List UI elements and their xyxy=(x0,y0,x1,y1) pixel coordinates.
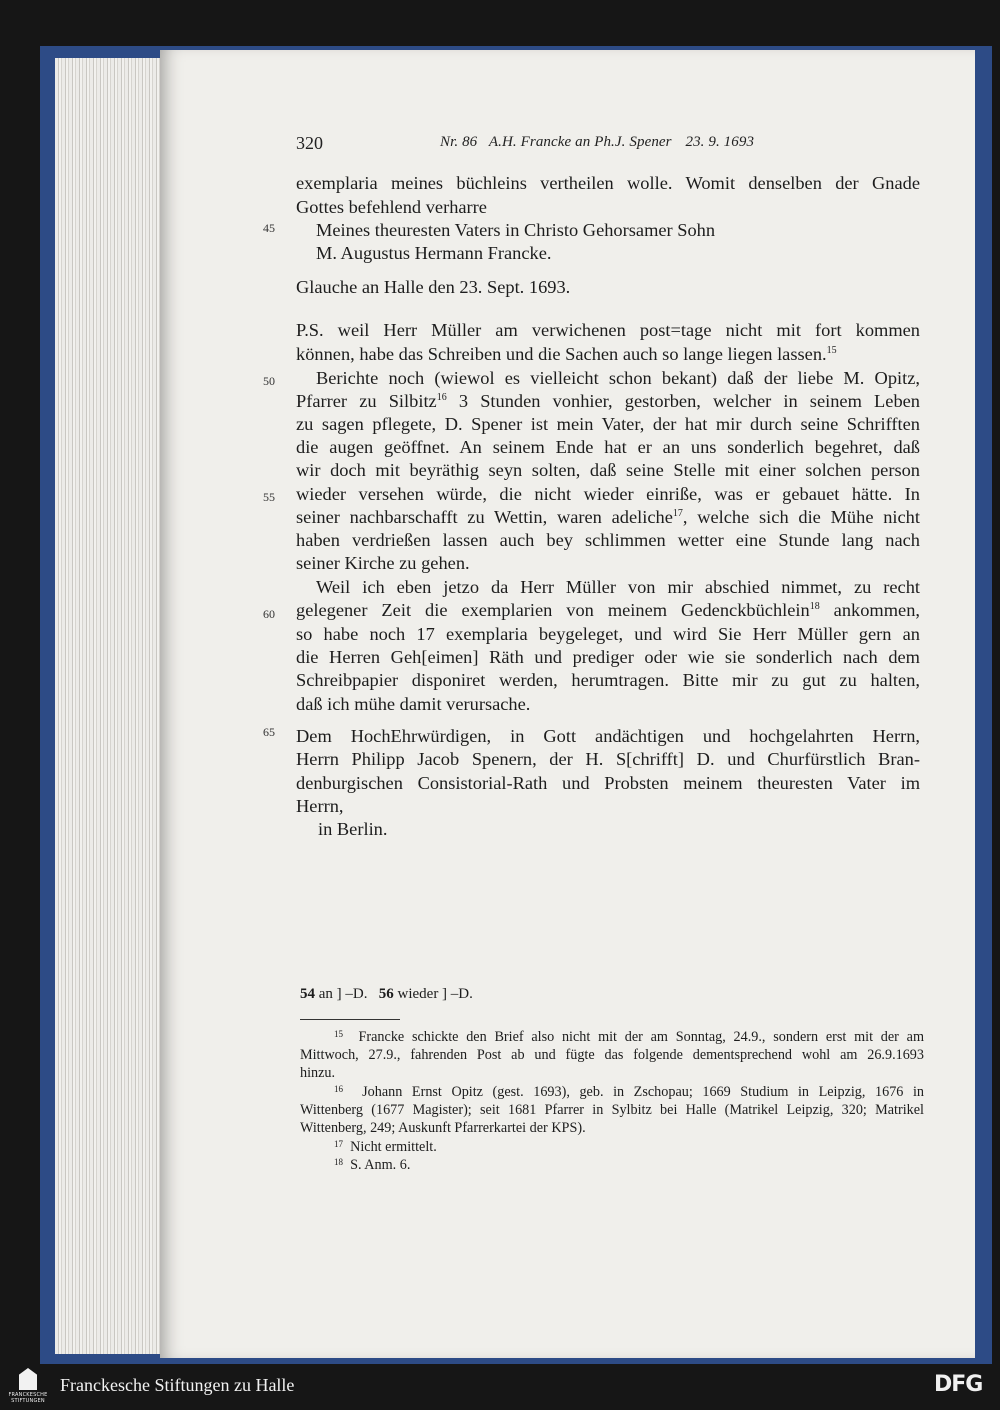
body-line: die augen geöffnet. An seinem Ende hat er an uns sonderlich begehret, daß xyxy=(296,437,920,457)
body-line: Glauche an Halle den 23. Sept. 1693. xyxy=(296,277,571,297)
body-line: P.S. weil Herr Müller am verwichenen post=tage nicht mit fort kommen xyxy=(296,320,920,340)
footnote-ref: 18 xyxy=(809,601,820,612)
building-icon xyxy=(19,1368,37,1390)
body-line: wir doch mit beyräthig seyn solten, daß seine Stelle mit einer solchen person xyxy=(296,460,920,480)
critical-apparatus: 54 an ] –D. 56 wieder ] –D. xyxy=(300,986,473,1002)
body-line: können, habe das Schreiben und die Sachen auch so lange liegen lassen.$^{15}$ xyxy=(296,344,837,364)
footnote-divider xyxy=(300,1019,400,1020)
page-number: 320 xyxy=(296,133,323,153)
letter-date: 23. 9. 1693 xyxy=(685,134,755,150)
body-line: gelegener Zeit die exemplarien von meinem Gedenckbüchlein$^{18}$ ankommen, xyxy=(296,600,920,620)
body-line: Pfarrer zu Silbitz$^{16}$ 3 Stunden vonhier, gestorben, welcher in seinem Leben xyxy=(296,391,920,411)
body-line: seiner Kirche zu gehen. xyxy=(296,553,470,573)
footnote-line: $^{18}$ S. Anm. 6. xyxy=(334,1157,411,1173)
body-line: Schreibpapier disponiret werden, herumtragen. Bitte mir zu gut zu halten, xyxy=(296,670,920,690)
address-line: Herrn Philipp Jacob Spenern, der H. S[chrifft] D. und Churfürstlich Bran- xyxy=(296,749,920,769)
body-line: daß ich mühe damit verursache. xyxy=(296,694,531,714)
body-line: Gottes befehlend verharre xyxy=(296,197,487,217)
viewer-footer xyxy=(0,1364,1000,1410)
body-line: die Herren Geh[eimen] Räth und prediger oder wie sie sonderlich nach dem xyxy=(296,647,920,667)
body-line: Berichte noch (wiewol es vielleicht schon bekant) daß der liebe M. Opitz, xyxy=(316,368,920,388)
footnote-line: Wittenberg (1677 Magister); seit 1681 Pfarrer in Sylbitz bei Halle (Matrikel Leipzig, 320; Matrikel xyxy=(300,1102,924,1118)
line-number: 45 xyxy=(263,221,275,235)
footnote-ref: 16 xyxy=(436,392,447,403)
line-number: 50 xyxy=(263,374,275,388)
footnote-line: Wittenberg, 249; Auskunft Pfarrerkartei der KPS). xyxy=(300,1120,586,1136)
body-line: zu sagen pflegete, D. Spener ist mein Vater, der hat mir durch seine Schrifften xyxy=(296,414,920,434)
line-number: 65 xyxy=(263,725,275,739)
dfg-logo[interactable]: DFG xyxy=(934,1372,983,1397)
line-number: 60 xyxy=(263,607,275,621)
running-header xyxy=(0,133,1000,155)
body-line: haben verdrießen lassen auch bey schlimmen wetter eine Stunde lang nach xyxy=(296,530,920,550)
body-line: M. Augustus Hermann Francke. xyxy=(316,243,552,263)
footnote-ref: 15 xyxy=(826,345,837,356)
footnote-line: $^{17}$ Nicht ermittelt. xyxy=(334,1139,437,1155)
letter-number: Nr. 86 xyxy=(440,134,478,150)
body-line: seiner nachbarschafft zu Wettin, waren adeliche$^{17}$, welche sich die Mühe nicht xyxy=(296,507,920,527)
footnote-line: Mittwoch, 27.9., fahrenden Post ab und fügte das folgende dementsprechend wohl am 26.9.1693 xyxy=(300,1047,924,1063)
address-line: Herrn, xyxy=(296,796,344,816)
footnote-line: $^{16}$ Johann Ernst Opitz (gest. 1693), geb. in Zschopau; 1669 Studium in Leipzig, 1676 in xyxy=(334,1084,925,1100)
letter-title: A.H. Francke an Ph.J. Spener xyxy=(488,134,672,150)
body-line: Meines theuresten Vaters in Christo Gehorsamer Sohn xyxy=(316,220,716,240)
franckesche-logo[interactable]: FRANCKESCHE STIFTUNGEN xyxy=(2,1368,54,1408)
page-edges xyxy=(55,58,165,1354)
body-line: wieder versehen würde, die nicht wieder einriße, was er gebauet hätte. In xyxy=(296,484,920,504)
body-line: exemplaria meines büchleins vertheilen wolle. Womit denselben der Gnade xyxy=(296,173,920,193)
body-line: Weil ich eben jetzo da Herr Müller von mir abschied nimmet, zu recht xyxy=(316,577,920,597)
footnote-line: hinzu. xyxy=(300,1065,336,1081)
institution-name[interactable]: Franckesche Stiftungen zu Halle xyxy=(60,1375,295,1395)
footnote-line: $^{15}$ Francke schickte den Brief also nicht mit der am Sonntag, 24.9., sondern erst mit der am xyxy=(334,1029,924,1045)
line-number: 55 xyxy=(263,490,275,504)
body-line: so habe noch 17 exemplaria beygeleget, und wird Sie Herr Müller gern an xyxy=(296,624,920,644)
footnote-ref: 17 xyxy=(672,508,683,519)
address-line: Dem HochEhrwürdigen, in Gott andächtigen und hochgelahrten Herrn, xyxy=(296,726,920,746)
address-line: denburgischen Consistorial-Rath und Probsten meinem theuresten Vater im xyxy=(296,773,920,793)
running-title xyxy=(440,134,754,151)
address-line: in Berlin. xyxy=(318,819,388,839)
